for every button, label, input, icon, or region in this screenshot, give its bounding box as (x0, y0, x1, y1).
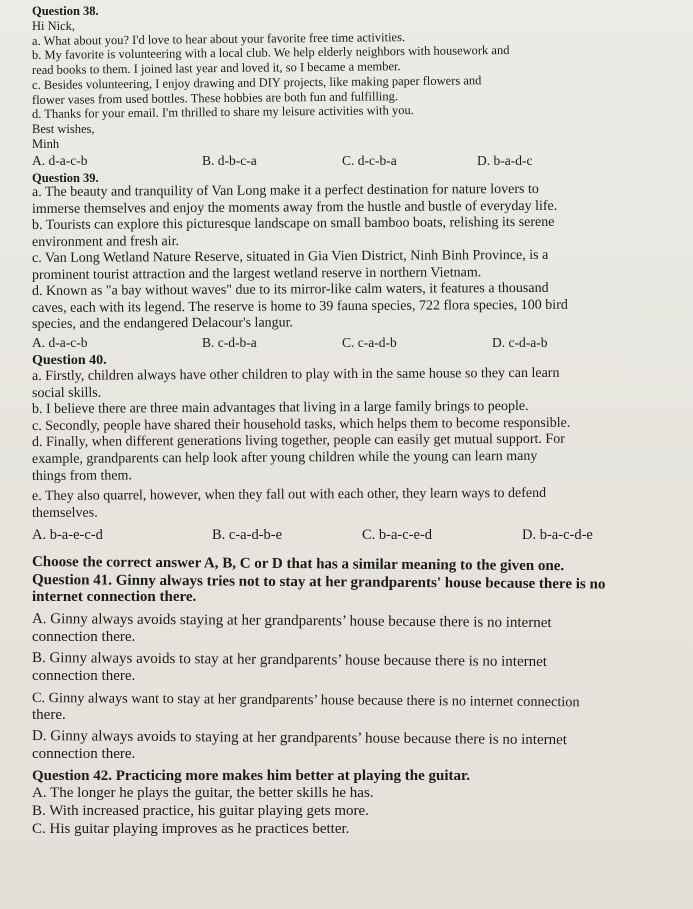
option-a[interactable]: A. d-a-c-b (32, 334, 88, 350)
sentence-a-line1: a. Firstly, children always have other children to play with in the same house so they can learn (31, 366, 560, 385)
question-42 (32, 768, 679, 839)
sentence-c: c. Secondly, people have shared their household tasks, which helps them to become responsible. (31, 415, 571, 434)
question-40-title: Question 40. (32, 352, 107, 368)
option-b-line1[interactable]: B. Ginny always avoids to stay at her grandparents’ house because there is no internet (31, 650, 548, 671)
question-40-options (32, 527, 679, 544)
option-a[interactable]: A. The longer he plays the guitar, the better skills he has. (32, 785, 374, 802)
option-a[interactable]: A. b-a-e-c-d (32, 527, 103, 544)
instruction-heading: Choose the correct answer A, B, C or D that has a similar meaning to the given one. (31, 554, 565, 575)
question-39 (32, 171, 679, 351)
sentence-d-line1: d. Known as "a bay without waves" due to its mirror-like calm waters, it features a thousand (31, 281, 549, 300)
option-b[interactable]: B. c-d-b-a (202, 334, 257, 350)
sentence-d-line3: things from them. (31, 467, 132, 484)
option-d-line1[interactable]: D. Ginny always avoids to staying at her grandparents’ house because there is no internet (31, 728, 568, 749)
option-c-line1[interactable]: C. Ginny always want to stay at her grandparents’ house because there is no internet connection (31, 689, 580, 711)
sentence-b: b. I believe there are three main advantages that living in a large family brings to people. (31, 399, 529, 418)
question-41-stem-line2: internet connection there. (32, 589, 197, 606)
option-a[interactable]: A. d-a-c-b (32, 152, 88, 168)
letter-signature: Minh (32, 136, 60, 151)
letter-closing: Best wishes, (32, 122, 95, 136)
option-d-line2[interactable]: connection there. (32, 746, 136, 763)
option-a-line1[interactable]: A. Ginny always avoids staying at her grandparents’ house because there is no internet (31, 611, 552, 632)
question-42-stem: Question 42. Practicing more makes him better at playing the guitar. (32, 767, 471, 784)
sentence-a-line1: a. The beauty and tranquility of Van Long make it a perfect destination for nature lovers to (31, 182, 539, 201)
question-41 (32, 572, 679, 764)
sentence-a: a. What about you? I'd love to hear about your favorite free time activities. (31, 29, 406, 48)
sentence-e-line1: e. They also quarrel, however, when they fall out with each other, they learn ways to defend (31, 485, 547, 505)
sentence-a-line2: social skills. (31, 385, 102, 401)
sentence-d-line3: species, and the endangered Delacour's langur. (31, 315, 294, 333)
sentence-c-line1: c. Besides volunteering, I enjoy drawing and DIY projects, like making paper flowers and (31, 73, 482, 92)
sentence-c-line2: prominent tourist attraction and the largest wetland reserve in northern Vietnam. (31, 265, 482, 283)
question-38-options (32, 153, 679, 169)
sentence-b-line1: b. My favorite is volunteering with a local club. We help elderly neighbors with housework and (31, 43, 510, 63)
sentence-b-line1: b. Tourists can explore this picturesque landscape on small bamboo boats, relishing its serene (31, 215, 555, 234)
option-c[interactable]: C. b-a-c-e-d (362, 527, 433, 544)
option-d[interactable]: D. b-a-d-c (477, 152, 533, 168)
question-39-options (32, 335, 679, 351)
option-b-line2[interactable]: connection there. (32, 668, 136, 685)
option-b[interactable]: B. With increased practice, his guitar playing gets more. (32, 803, 369, 820)
sentence-b-line2: read books to them. I joined last year and loved it, so I became a member. (31, 59, 401, 77)
sentence-b-line2: environment and fresh air. (31, 233, 179, 250)
sentence-c-line1: c. Van Long Wetland Nature Reserve, situated in Gia Vien District, Ninh Binh Province, is a (31, 248, 549, 267)
option-c[interactable]: C. His guitar playing improves as he practices better. (32, 820, 350, 837)
question-38-title: Question 38. (32, 4, 99, 18)
question-40 (32, 353, 679, 544)
sentence-d-line2: example, grandparents can help look after young children while the young can learn many (31, 448, 538, 467)
sentence-d-line2: caves, each with its legend. The reserve is home to 39 fauna species, 722 flora species, 100 bird (31, 297, 568, 316)
option-b[interactable]: B. c-a-d-b-e (212, 527, 283, 544)
sentence-d-line1: d. Finally, when different generations living together, people can easily get mutual support. For (31, 432, 565, 451)
option-d[interactable]: D. c-d-a-b (492, 334, 548, 350)
question-41-stem-line1: Question 41. Ginny always tries not to stay at her grandparents' house because there is no (31, 571, 606, 593)
option-a-line2[interactable]: connection there. (32, 628, 136, 645)
letter-greeting: Hi Nick, (32, 18, 76, 33)
sentence-c-line2: flower vases from used bottles. These hobbies are both fun and fulfilling. (31, 88, 399, 107)
sentence-e-line2: themselves. (31, 505, 98, 521)
question-38 (32, 4, 679, 169)
option-c[interactable]: C. d-c-b-a (342, 152, 397, 168)
option-d[interactable]: D. b-a-c-d-e (522, 527, 593, 544)
question-39-title: Question 39. (32, 170, 99, 185)
sentence-a-line2: immerse themselves and enjoy the moments away from the hustle and bustle of everyday life. (31, 198, 558, 217)
sentence-d: d. Thanks for your email. I'm thrilled to share my leisure activities with you. (31, 103, 414, 122)
option-b[interactable]: B. d-b-c-a (202, 152, 257, 168)
option-c[interactable]: C. c-a-d-b (342, 334, 397, 350)
option-c-line2[interactable]: there. (32, 706, 66, 723)
